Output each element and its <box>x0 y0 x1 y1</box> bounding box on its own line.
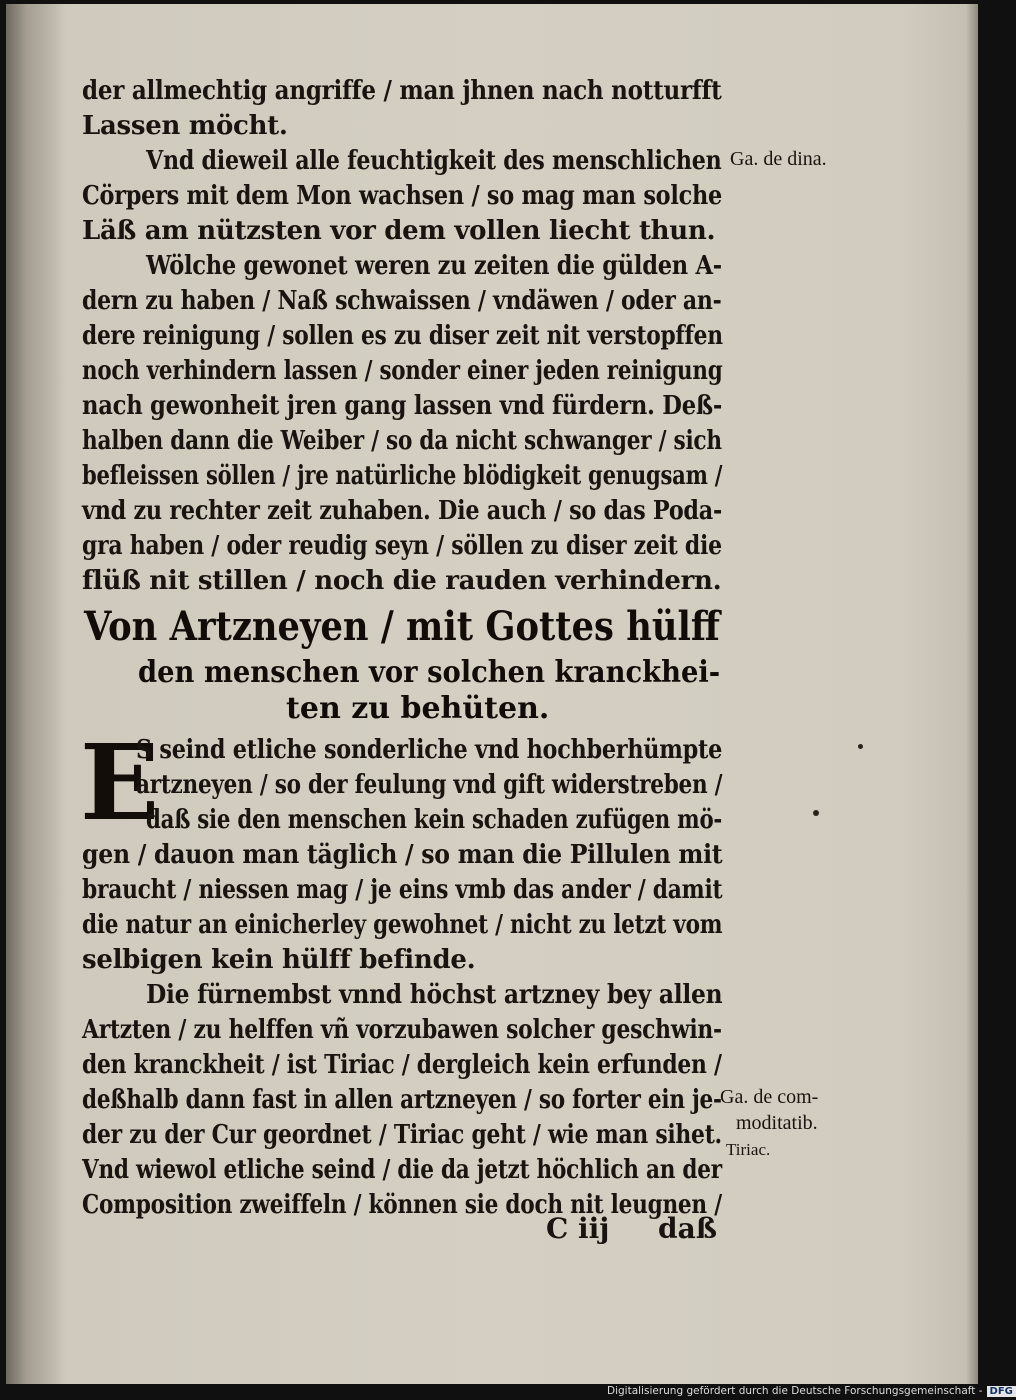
text-line: halben dann die Weiber / so da nicht schwanger / sich <box>82 426 722 456</box>
credit-text: Digitalisierung gefördert durch die Deutsche Forschungsgemeinschaft - <box>607 1385 983 1397</box>
text-line: artzneyen / so der feulung vnd gift widerstreben / <box>136 770 723 800</box>
section-heading-line: den menschen vor solchen kranckhei- <box>138 655 721 690</box>
text-line: braucht / niessen mag / je eins vmb das ander / damit <box>82 875 723 905</box>
text-line: Die fürnembst vnnd höchst artzney bey allen <box>146 980 723 1010</box>
text-line: selbigen kein hülff befinde. <box>82 945 476 975</box>
text-line: der zu der Cur geordnet / Tiriac geht / wie man sihet. <box>82 1120 722 1150</box>
ink-spot <box>813 810 819 816</box>
text-line: flüß nit stillen / noch die rauden verhindern. <box>82 566 722 596</box>
text-line: Vnd dieweil alle feuchtigkeit des menschlichen <box>146 146 722 176</box>
binding-shadow <box>6 4 66 1384</box>
page-edge <box>966 4 978 1384</box>
catchword: daß <box>658 1212 717 1245</box>
text-line: Vnd wiewol etliche seind / die da jetzt höchlich an der <box>82 1155 722 1185</box>
dfg-logo: DFG <box>987 1386 1016 1397</box>
text-line: Läß am nützsten vor dem vollen liecht thun. <box>82 216 716 246</box>
text-line: noch verhindern lassen / sonder einer jeden reinigung <box>82 356 723 386</box>
text-line: deßhalb dann fast in allen artzneyen / so forter ein je- <box>82 1085 722 1115</box>
margin-note: Ga. de com- <box>720 1086 819 1108</box>
text-line: dern zu haben / Naß schwaissen / vndäwen / oder an- <box>82 286 722 316</box>
text-line: Cörpers mit dem Mon wachsen / so mag man solche <box>82 181 722 211</box>
section-heading-line: Von Artzneyen / mit Gottes hülff <box>84 603 720 650</box>
text-line: dere reinigung / sollen es zu diser zeit nit verstopffen <box>82 321 723 351</box>
text-line: gen / dauon man täglich / so man die Pillulen mit <box>82 840 723 870</box>
text-line: befleissen söllen / jre natürliche blödigkeit genugsam / <box>82 461 723 491</box>
ink-spot <box>858 744 863 749</box>
text-line: vnd zu rechter zeit zuhaben. Die auch / so das Poda- <box>82 496 722 526</box>
text-line: S seind etliche sonderliche vnd hochberhümpte <box>136 735 723 765</box>
digitization-credit <box>607 1385 1016 1397</box>
signature-mark: C iij <box>546 1212 610 1245</box>
text-line: nach gewonheit jren gang lassen vnd fürdern. Deß- <box>82 391 722 421</box>
section-heading-line: ten zu behüten. <box>286 691 550 726</box>
text-line: der allmechtig angriffe / man jhnen nach notturfft <box>82 76 722 106</box>
text-line: die natur an einicherley gewohnet / nicht zu letzt vom <box>82 910 723 940</box>
text-line: Wölche gewonet weren zu zeiten die gülden A- <box>146 251 722 281</box>
margin-note: Tiriac. <box>726 1140 771 1159</box>
drop-cap: E <box>80 721 160 844</box>
text-line: Artzten / zu helffen vñ vorzubawen solcher geschwin- <box>82 1015 722 1045</box>
text-line: gra haben / oder reudig seyn / söllen zu diser zeit die <box>82 531 722 561</box>
text-line: daß sie den menschen kein schaden zufügen mö- <box>146 805 723 835</box>
text-line: Composition zweiffeln / können sie doch nit leugnen / <box>82 1190 722 1220</box>
margin-note: Ga. de dina. <box>730 148 827 170</box>
text-line: den kranckheit / ist Tiriac / dergleich kein erfunden / <box>82 1050 722 1080</box>
text-line: Lassen möcht. <box>82 111 288 141</box>
margin-note: moditatib. <box>736 1112 818 1134</box>
